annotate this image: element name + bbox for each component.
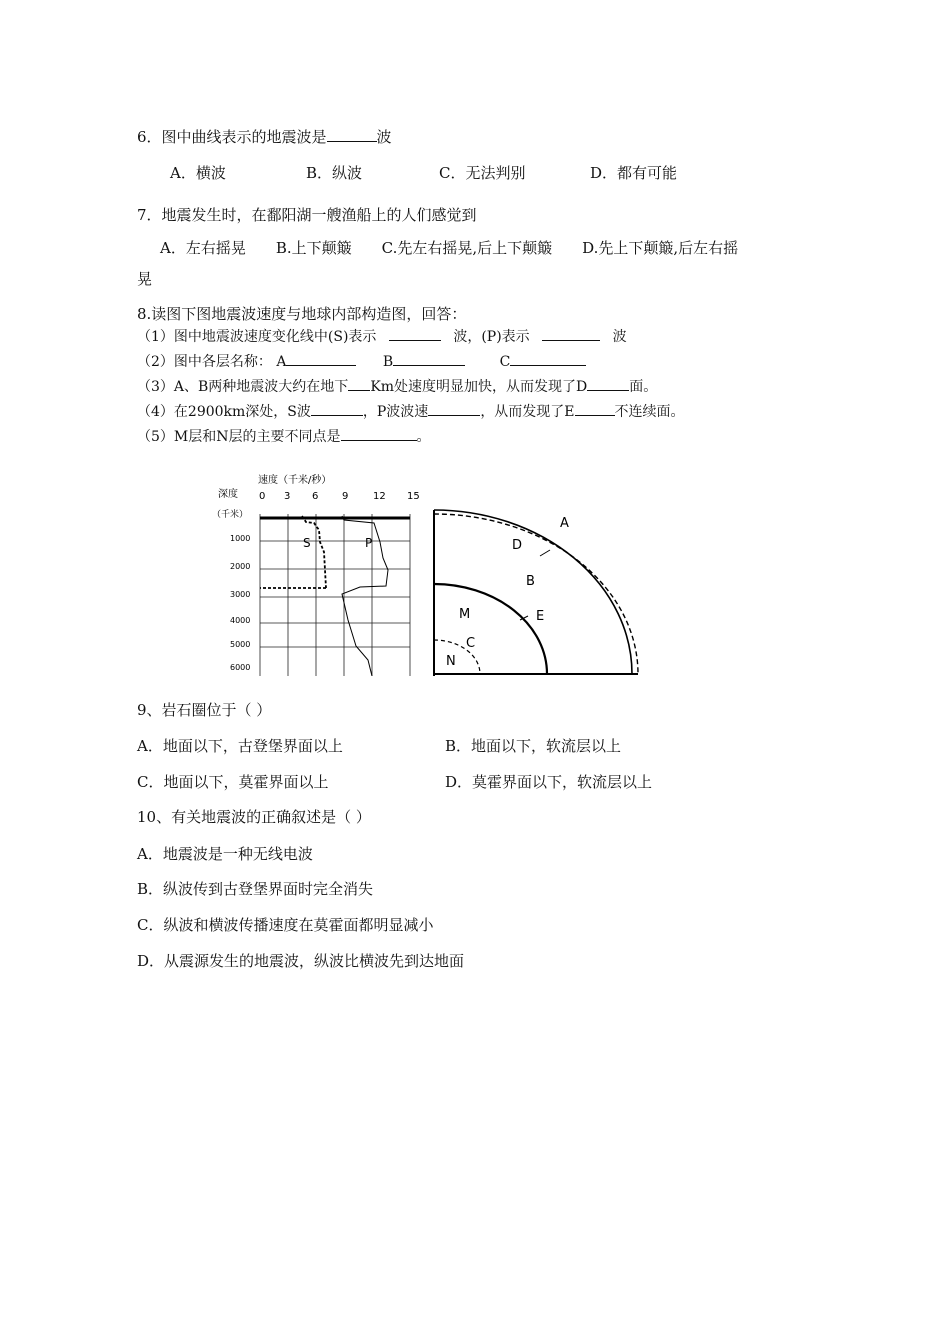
q10-option-d[interactable]: D．从震源发生的地震波，纵波比横波先到达地面: [137, 952, 465, 970]
s-curve-label: S: [303, 536, 311, 550]
q8-sub-5: [137, 426, 431, 447]
q6-stem-post: 波: [376, 128, 392, 146]
q8-sub-5-text-b: 。: [416, 429, 431, 445]
q8-stem: 8.读图下图地震波速度与地球内部构造图，回答：: [137, 305, 467, 323]
q8-sub-4-text-b: ，P波波速: [362, 404, 429, 420]
layer-label-b: B: [526, 574, 535, 589]
q10-option-b[interactable]: B．纵波传到古登堡界面时完全消失: [137, 880, 374, 898]
q8-sub-3-text-b: Km处速度明显加快，从而发现了D: [370, 379, 588, 395]
depth-unit: （千米）: [212, 510, 249, 520]
q10-option-a[interactable]: A．地震波是一种无线电波: [137, 845, 313, 863]
x-tick-3: 3: [284, 491, 291, 502]
x-tick-15: 15: [407, 491, 420, 502]
earth-cross-section: [434, 510, 638, 676]
y-tick-5000: 5000: [230, 640, 251, 649]
q8-sub-2-text-b: B: [382, 354, 394, 370]
q9-option-a[interactable]: A．地面以下，古登堡界面以上: [137, 737, 343, 755]
q6-stem-pre: 6．图中曲线表示的地震波是: [137, 128, 327, 146]
q9-option-c[interactable]: C．地面以下，莫霍界面以上: [137, 773, 329, 791]
q7-options[interactable]: A．左右摇晃 B.上下颠簸 C.先左右摇晃,后上下颠簸 D.先上下颠簸,后左右摇: [160, 239, 739, 257]
q10-option-c[interactable]: C．纵波和横波传播速度在莫霍面都明显减小: [137, 916, 434, 934]
q6-option-b[interactable]: B．纵波: [306, 164, 363, 182]
q8-blank-d[interactable]: [587, 376, 629, 391]
q9-stem: 9、岩石圈位于（ ）: [137, 701, 272, 719]
q8-sub-2-text-a: （2）图中各层名称： A: [137, 354, 287, 370]
q10-stem: 10、有关地震波的正确叙述是（ ）: [137, 808, 371, 826]
s-wave-curve: [302, 516, 326, 588]
speed-grid: [260, 514, 410, 676]
layer-label-c: C: [466, 636, 476, 651]
layer-label-e: E: [536, 609, 545, 624]
speed-axis-title: 速度（千米/秒）: [258, 475, 332, 486]
q8-sub-4-text-d: 不连续面。: [614, 404, 685, 420]
q8-sub-4-text-c: ，从而发现了E: [480, 404, 575, 420]
y-tick-2000: 2000: [230, 562, 251, 571]
x-tick-6: 6: [312, 491, 319, 502]
q8-blank-mn[interactable]: [341, 426, 417, 441]
layer-label-n: N: [446, 654, 456, 669]
y-tick-4000: 4000: [230, 616, 251, 625]
q7-options-overflow: 晃: [137, 270, 153, 288]
q8-sub-1-text-c: 波: [612, 329, 627, 345]
q8-blank-b[interactable]: [393, 351, 465, 366]
q8-blank-p-2900[interactable]: [428, 401, 480, 416]
q8-sub-3-text-a: （3）A、B两种地震波大约在地下: [137, 379, 349, 395]
q6-stem: [137, 127, 392, 147]
q8-sub-3: [137, 376, 657, 397]
layer-label-a: A: [560, 516, 569, 531]
q8-blank-s-2900[interactable]: [311, 401, 363, 416]
q7-stem: 7．地震发生时，在鄱阳湖一艘渔船上的人们感觉到: [137, 206, 477, 224]
q9-option-b[interactable]: B．地面以下，软流层以上: [445, 737, 622, 755]
q8-sub-2: [137, 351, 586, 372]
q8-blank-c[interactable]: [510, 351, 586, 366]
q8-sub-4-text-a: （4）在2900km深处，S波: [137, 404, 311, 420]
q8-sub-3-text-c: 面。: [629, 379, 658, 395]
q8-sub-4: [137, 401, 685, 422]
seismic-figure: [210, 470, 650, 676]
q8-sub-1-text-a: （1）图中地震波速度变化线中(S)表示: [137, 329, 377, 345]
layer-label-d: D: [512, 538, 523, 553]
p-curve-label: P: [365, 536, 373, 550]
depth-axis-title: 深度: [218, 489, 238, 500]
y-tick-labels: [230, 534, 250, 672]
q8-blank-s[interactable]: [389, 326, 441, 341]
q6-option-a[interactable]: A．横波: [170, 164, 226, 182]
q8-blank-depth[interactable]: [348, 376, 370, 391]
q8-sub-2-text-c: C: [499, 354, 511, 370]
q6-blank[interactable]: [327, 127, 377, 142]
x-tick-12: 12: [373, 491, 386, 502]
y-tick-1000: 1000: [230, 534, 251, 543]
q6-option-d[interactable]: D．都有可能: [590, 164, 678, 182]
x-tick-labels: [259, 491, 420, 502]
q8-sub-5-text-a: （5）M层和N层的主要不同点是: [137, 429, 341, 445]
q8-blank-e[interactable]: [575, 401, 615, 416]
y-tick-6000: 6000: [230, 663, 251, 672]
q6-option-c[interactable]: C．无法判别: [439, 164, 526, 182]
x-tick-0: 0: [259, 491, 266, 502]
q9-option-d[interactable]: D．莫霍界面以下，软流层以上: [445, 773, 653, 791]
q8-sub-1: [137, 326, 627, 347]
x-tick-9: 9: [342, 491, 349, 502]
layer-label-m: M: [459, 607, 471, 622]
q8-blank-a[interactable]: [286, 351, 356, 366]
y-tick-3000: 3000: [230, 590, 251, 599]
q8-sub-1-text-b: 波，(P)表示: [453, 329, 530, 345]
q8-blank-p[interactable]: [542, 326, 600, 341]
